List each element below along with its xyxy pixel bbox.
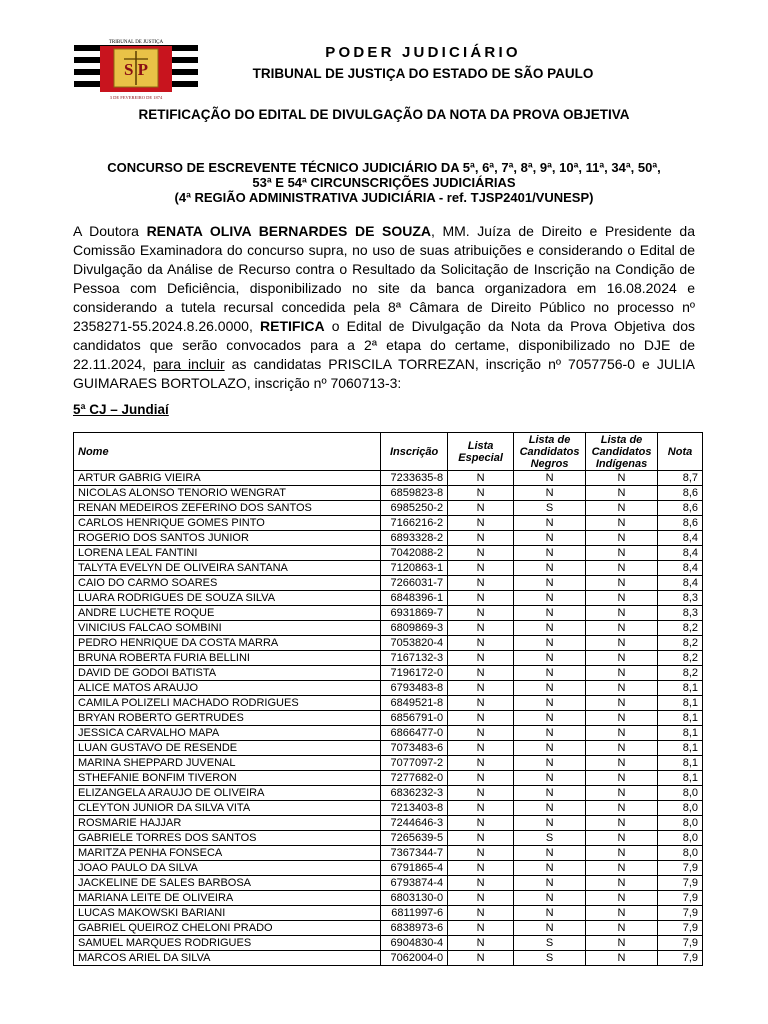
- cell-indigenas: N: [586, 561, 658, 576]
- cell-nota: 8,2: [658, 666, 703, 681]
- cell-nota: 7,9: [658, 876, 703, 891]
- cell-nome: ARTUR GABRIG VIEIRA: [74, 471, 381, 486]
- cell-inscricao: 7213403-8: [381, 801, 448, 816]
- cell-nome: MARIANA LEITE DE OLIVEIRA: [74, 891, 381, 906]
- cell-nota: 8,2: [658, 651, 703, 666]
- cell-nota: 8,4: [658, 576, 703, 591]
- cell-nota: 8,0: [658, 801, 703, 816]
- table-row: [74, 846, 703, 861]
- retificacao-title: RETIFICAÇÃO DO EDITAL DE DIVULGAÇÃO DA NOTA DA PROVA OBJETIVA: [138, 107, 630, 122]
- cell-nome: STHEFANIE BONFIM TIVERON: [74, 771, 381, 786]
- cell-inscricao: 6793483-8: [381, 681, 448, 696]
- cell-negros: N: [514, 741, 586, 756]
- table-row: [74, 936, 703, 951]
- cell-especial: N: [448, 831, 514, 846]
- cell-especial: N: [448, 816, 514, 831]
- cell-nota: 8,2: [658, 621, 703, 636]
- cell-nome: LUARA RODRIGUES DE SOUZA SILVA: [74, 591, 381, 606]
- cell-negros: N: [514, 816, 586, 831]
- results-table: [73, 432, 703, 966]
- judge-name: RENATA OLIVA BERNARDES DE SOUZA: [146, 223, 431, 239]
- cell-inscricao: 7196172-0: [381, 666, 448, 681]
- cell-negros: N: [514, 891, 586, 906]
- cell-nome: ELIZANGELA ARAUJO DE OLIVEIRA: [74, 786, 381, 801]
- cell-indigenas: N: [586, 726, 658, 741]
- cell-inscricao: 7166216-2: [381, 516, 448, 531]
- cell-especial: N: [448, 666, 514, 681]
- cell-nome: JACKELINE DE SALES BARBOSA: [74, 876, 381, 891]
- cell-negros: N: [514, 546, 586, 561]
- cell-indigenas: N: [586, 576, 658, 591]
- cell-especial: N: [448, 651, 514, 666]
- col-especial: Lista Especial: [448, 433, 514, 471]
- table-row: [74, 546, 703, 561]
- cell-especial: N: [448, 741, 514, 756]
- table-row: [74, 636, 703, 651]
- cell-especial: N: [448, 621, 514, 636]
- cell-indigenas: N: [586, 531, 658, 546]
- cell-nome: ANDRE LUCHETE ROQUE: [74, 606, 381, 621]
- cell-nota: 8,6: [658, 501, 703, 516]
- cell-indigenas: N: [586, 636, 658, 651]
- cell-inscricao: 7167132-3: [381, 651, 448, 666]
- table-row: [74, 876, 703, 891]
- cell-especial: N: [448, 936, 514, 951]
- cell-nome: SAMUEL MARQUES RODRIGUES: [74, 936, 381, 951]
- page-title: PODER JUDICIÁRIO: [325, 44, 521, 61]
- col-nome: Nome: [74, 433, 381, 471]
- table-row: [74, 816, 703, 831]
- cell-especial: N: [448, 891, 514, 906]
- cell-nota: 8,4: [658, 546, 703, 561]
- cell-indigenas: N: [586, 546, 658, 561]
- cell-indigenas: N: [586, 846, 658, 861]
- cell-indigenas: N: [586, 936, 658, 951]
- cell-nota: 8,0: [658, 786, 703, 801]
- col-indigenas: Lista de Candidatos Indígenas: [586, 433, 658, 471]
- cell-nome: LUAN GUSTAVO DE RESENDE: [74, 741, 381, 756]
- cell-indigenas: N: [586, 786, 658, 801]
- table-row: [74, 726, 703, 741]
- table-row: [74, 681, 703, 696]
- cell-nota: 7,9: [658, 921, 703, 936]
- cell-nome: JOAO PAULO DA SILVA: [74, 861, 381, 876]
- cell-indigenas: N: [586, 696, 658, 711]
- cell-negros: N: [514, 486, 586, 501]
- cell-especial: N: [448, 726, 514, 741]
- cell-nota: 8,0: [658, 846, 703, 861]
- cell-negros: N: [514, 861, 586, 876]
- cell-indigenas: N: [586, 741, 658, 756]
- cell-nome: NICOLAS ALONSO TENORIO WENGRAT: [74, 486, 381, 501]
- retifica-word: RETIFICA: [260, 318, 325, 334]
- cell-indigenas: N: [586, 771, 658, 786]
- cell-inscricao: 6809869-3: [381, 621, 448, 636]
- cell-especial: N: [448, 756, 514, 771]
- section-title: 5ª CJ – Jundiaí: [73, 402, 169, 417]
- table-row: [74, 711, 703, 726]
- cell-inscricao: 7042088-2: [381, 546, 448, 561]
- cell-negros: N: [514, 756, 586, 771]
- table-row: [74, 741, 703, 756]
- cell-especial: N: [448, 561, 514, 576]
- cell-especial: N: [448, 576, 514, 591]
- cell-inscricao: 6859823-8: [381, 486, 448, 501]
- cell-especial: N: [448, 951, 514, 966]
- cell-nota: 8,1: [658, 756, 703, 771]
- cell-nome: JESSICA CARVALHO MAPA: [74, 726, 381, 741]
- table-row: [74, 786, 703, 801]
- table-row: [74, 666, 703, 681]
- cell-especial: N: [448, 681, 514, 696]
- cell-inscricao: 7233635-8: [381, 471, 448, 486]
- table-row: [74, 861, 703, 876]
- col-inscricao: Inscrição: [381, 433, 448, 471]
- cell-negros: N: [514, 846, 586, 861]
- cell-nome: GABRIEL QUEIROZ CHELONI PRADO: [74, 921, 381, 936]
- cell-negros: N: [514, 786, 586, 801]
- cell-nota: 8,4: [658, 561, 703, 576]
- cell-nome: LUCAS MAKOWSKI BARIANI: [74, 906, 381, 921]
- cell-nome: VINICIUS FALCAO SOMBINI: [74, 621, 381, 636]
- cell-nota: 8,1: [658, 771, 703, 786]
- cell-inscricao: 6893328-2: [381, 531, 448, 546]
- cell-inscricao: 7073483-6: [381, 741, 448, 756]
- cell-inscricao: 7053820-4: [381, 636, 448, 651]
- cell-negros: S: [514, 831, 586, 846]
- cell-negros: N: [514, 921, 586, 936]
- cell-inscricao: 7077097-2: [381, 756, 448, 771]
- cell-nome: ROSMARIE HAJJAR: [74, 816, 381, 831]
- cell-inscricao: 6811997-6: [381, 906, 448, 921]
- cell-nota: 8,1: [658, 726, 703, 741]
- table-row: [74, 951, 703, 966]
- cell-especial: N: [448, 591, 514, 606]
- cell-inscricao: 6866477-0: [381, 726, 448, 741]
- cell-nota: 8,3: [658, 606, 703, 621]
- table-row: [74, 516, 703, 531]
- cell-negros: N: [514, 471, 586, 486]
- tjsp-logo: [74, 37, 198, 103]
- cell-inscricao: 6836232-3: [381, 786, 448, 801]
- cell-nome: BRUNA ROBERTA FURIA BELLINI: [74, 651, 381, 666]
- cell-nota: 8,0: [658, 831, 703, 846]
- table-row: [74, 696, 703, 711]
- table-row: [74, 651, 703, 666]
- cell-inscricao: 7244646-3: [381, 816, 448, 831]
- cell-nome: BRYAN ROBERTO GERTRUDES: [74, 711, 381, 726]
- table-row: [74, 771, 703, 786]
- table-row: [74, 831, 703, 846]
- cell-especial: N: [448, 921, 514, 936]
- cell-especial: N: [448, 546, 514, 561]
- cell-nome: GABRIELE TORRES DOS SANTOS: [74, 831, 381, 846]
- cell-inscricao: 6793874-4: [381, 876, 448, 891]
- cell-negros: N: [514, 516, 586, 531]
- col-negros: Lista de Candidatos Negros: [514, 433, 586, 471]
- cell-indigenas: N: [586, 681, 658, 696]
- cell-negros: S: [514, 501, 586, 516]
- cell-especial: N: [448, 906, 514, 921]
- table-header-row: [74, 433, 703, 471]
- cell-inscricao: 7367344-7: [381, 846, 448, 861]
- body-text-1: A Doutora: [73, 223, 147, 239]
- cell-inscricao: 6803130-0: [381, 891, 448, 906]
- cell-indigenas: N: [586, 951, 658, 966]
- concurso-line-2: 53ª E 54ª CIRCUNSCRIÇÕES JUDICIÁRIAS: [252, 175, 516, 190]
- cell-indigenas: N: [586, 591, 658, 606]
- cell-nota: 7,9: [658, 891, 703, 906]
- cell-indigenas: N: [586, 651, 658, 666]
- cell-negros: N: [514, 531, 586, 546]
- cell-nome: ALICE MATOS ARAUJO: [74, 681, 381, 696]
- cell-indigenas: N: [586, 711, 658, 726]
- cell-especial: N: [448, 711, 514, 726]
- cell-indigenas: N: [586, 861, 658, 876]
- table-row: [74, 621, 703, 636]
- body-paragraph: [73, 222, 695, 393]
- cell-negros: N: [514, 651, 586, 666]
- table-row: [74, 576, 703, 591]
- logo-letters: S P: [123, 60, 149, 79]
- cell-indigenas: N: [586, 801, 658, 816]
- cell-nome: MARITZA PENHA FONSECA: [74, 846, 381, 861]
- cell-nome: LORENA LEAL FANTINI: [74, 546, 381, 561]
- table-row: [74, 891, 703, 906]
- cell-negros: N: [514, 576, 586, 591]
- body-text-3: o Edital de Divulgação da Nota da Prova Objetiva dos candidatos que serão convocados para a 2ª etapa do certame, disponibilizado no DJE de 22.11.2024,: [73, 318, 695, 372]
- cell-especial: N: [448, 471, 514, 486]
- cell-negros: N: [514, 621, 586, 636]
- cell-nome: CARLOS HENRIQUE GOMES PINTO: [74, 516, 381, 531]
- table-row: [74, 606, 703, 621]
- cell-nota: 8,1: [658, 711, 703, 726]
- cell-nota: 7,9: [658, 951, 703, 966]
- cell-inscricao: 6904830-4: [381, 936, 448, 951]
- table-row: [74, 801, 703, 816]
- cell-indigenas: N: [586, 906, 658, 921]
- cell-negros: N: [514, 681, 586, 696]
- table-row: [74, 906, 703, 921]
- cell-nota: 7,9: [658, 861, 703, 876]
- table-row: [74, 921, 703, 936]
- cell-nota: 8,6: [658, 516, 703, 531]
- cell-especial: N: [448, 606, 514, 621]
- logo-top-text: TRIBUNAL DE JUSTIÇA: [108, 40, 164, 45]
- cell-nota: 7,9: [658, 936, 703, 951]
- table-row: [74, 531, 703, 546]
- cell-nota: 8,6: [658, 486, 703, 501]
- cell-nome: RENAN MEDEIROS ZEFERINO DOS SANTOS: [74, 501, 381, 516]
- cell-negros: N: [514, 666, 586, 681]
- cell-negros: S: [514, 951, 586, 966]
- cell-indigenas: N: [586, 831, 658, 846]
- cell-nome: CAMILA POLIZELI MACHADO RODRIGUES: [74, 696, 381, 711]
- cell-indigenas: N: [586, 486, 658, 501]
- table-row: [74, 501, 703, 516]
- cell-inscricao: 6931869-7: [381, 606, 448, 621]
- cell-indigenas: N: [586, 891, 658, 906]
- cell-negros: N: [514, 696, 586, 711]
- cell-especial: N: [448, 501, 514, 516]
- cell-negros: N: [514, 906, 586, 921]
- cell-negros: S: [514, 936, 586, 951]
- table-row: [74, 471, 703, 486]
- cell-inscricao: 7120863-1: [381, 561, 448, 576]
- cell-nota: 8,0: [658, 816, 703, 831]
- cell-especial: N: [448, 636, 514, 651]
- cell-negros: N: [514, 636, 586, 651]
- body-text-2: , MM. Juíza de Direito e Presidente da Comissão Examinadora do concurso supra, no uso de suas atribuições e considerando o Edital de Divulgação da Análise de Recurso contra o Resultado da Solicitação de Inscrição na Condição de Pessoa com Deficiência, disponibilizado no site da banca organizadora em 16.08.2024 e considerando a tutela recursal concedida pela 8ª Câmara de Direito Público no processo nº 2358271-55.2024.8.26.0000,: [73, 223, 696, 334]
- cell-indigenas: N: [586, 756, 658, 771]
- logo-bottom-text: 3 DE FEVEREIRO DE 1874: [109, 95, 163, 100]
- table-body: [74, 471, 703, 966]
- cell-nota: 8,1: [658, 741, 703, 756]
- cell-indigenas: N: [586, 516, 658, 531]
- cell-especial: N: [448, 696, 514, 711]
- cell-especial: N: [448, 771, 514, 786]
- cell-especial: N: [448, 786, 514, 801]
- cell-especial: N: [448, 846, 514, 861]
- cell-negros: N: [514, 561, 586, 576]
- cell-nome: MARINA SHEPPARD JUVENAL: [74, 756, 381, 771]
- cell-nome: PEDRO HENRIQUE DA COSTA MARRA: [74, 636, 381, 651]
- para-incluir: para incluir: [152, 356, 225, 372]
- cell-inscricao: 6838973-6: [381, 921, 448, 936]
- cell-negros: N: [514, 801, 586, 816]
- cell-nota: 8,1: [658, 681, 703, 696]
- cell-indigenas: N: [586, 501, 658, 516]
- cell-negros: N: [514, 726, 586, 741]
- cell-inscricao: 7062004-0: [381, 951, 448, 966]
- cell-nota: 8,7: [658, 471, 703, 486]
- cell-negros: N: [514, 876, 586, 891]
- cell-indigenas: N: [586, 621, 658, 636]
- cell-nota: 7,9: [658, 906, 703, 921]
- page-subtitle: TRIBUNAL DE JUSTIÇA DO ESTADO DE SÃO PAULO: [252, 66, 594, 81]
- cell-indigenas: N: [586, 876, 658, 891]
- cell-nome: TALYTA EVELYN DE OLIVEIRA SANTANA: [74, 561, 381, 576]
- cell-indigenas: N: [586, 921, 658, 936]
- cell-indigenas: N: [586, 471, 658, 486]
- concurso-heading: [60, 160, 708, 205]
- cell-inscricao: 6849521-8: [381, 696, 448, 711]
- concurso-line-1: CONCURSO DE ESCREVENTE TÉCNICO JUDICIÁRIO DA 5ª, 6ª, 7ª, 8ª, 9ª, 10ª, 11ª, 34ª, 50ª,: [107, 160, 661, 175]
- table-row: [74, 486, 703, 501]
- cell-negros: N: [514, 711, 586, 726]
- cell-nome: DAVID DE GODOI BATISTA: [74, 666, 381, 681]
- cell-nome: MARCOS ARIEL DA SILVA: [74, 951, 381, 966]
- cell-negros: N: [514, 606, 586, 621]
- cell-negros: N: [514, 771, 586, 786]
- cell-nome: CAIO DO CARMO SOARES: [74, 576, 381, 591]
- table-row: [74, 756, 703, 771]
- table-row: [74, 591, 703, 606]
- cell-indigenas: N: [586, 606, 658, 621]
- cell-inscricao: 6985250-2: [381, 501, 448, 516]
- cell-nota: 8,3: [658, 591, 703, 606]
- cell-inscricao: 6856791-0: [381, 711, 448, 726]
- concurso-line-3: (4ª REGIÃO ADMINISTRATIVA JUDICIÁRIA - ref. TJSP2401/VUNESP): [174, 190, 594, 205]
- cell-inscricao: 7266031-7: [381, 576, 448, 591]
- cell-nota: 8,4: [658, 531, 703, 546]
- cell-especial: N: [448, 486, 514, 501]
- cell-inscricao: 7265639-5: [381, 831, 448, 846]
- cell-especial: N: [448, 516, 514, 531]
- cell-especial: N: [448, 861, 514, 876]
- cell-especial: N: [448, 801, 514, 816]
- cell-inscricao: 6848396-1: [381, 591, 448, 606]
- cell-nota: 8,2: [658, 636, 703, 651]
- cell-nota: 8,1: [658, 696, 703, 711]
- cell-nome: ROGERIO DOS SANTOS JUNIOR: [74, 531, 381, 546]
- cell-especial: N: [448, 876, 514, 891]
- cell-indigenas: N: [586, 816, 658, 831]
- col-nota: Nota: [658, 433, 703, 471]
- table-row: [74, 561, 703, 576]
- cell-indigenas: N: [586, 666, 658, 681]
- body-text-4: as candidatas PRISCILA TORREZAN, inscrição nº 7057756-0 e JULIA GUIMARAES BORTOLAZO, inscrição nº 7060713-3:: [73, 356, 695, 391]
- cell-nome: CLEYTON JUNIOR DA SILVA VITA: [74, 801, 381, 816]
- cell-inscricao: 6791865-4: [381, 861, 448, 876]
- cell-negros: N: [514, 591, 586, 606]
- cell-especial: N: [448, 531, 514, 546]
- cell-inscricao: 7277682-0: [381, 771, 448, 786]
